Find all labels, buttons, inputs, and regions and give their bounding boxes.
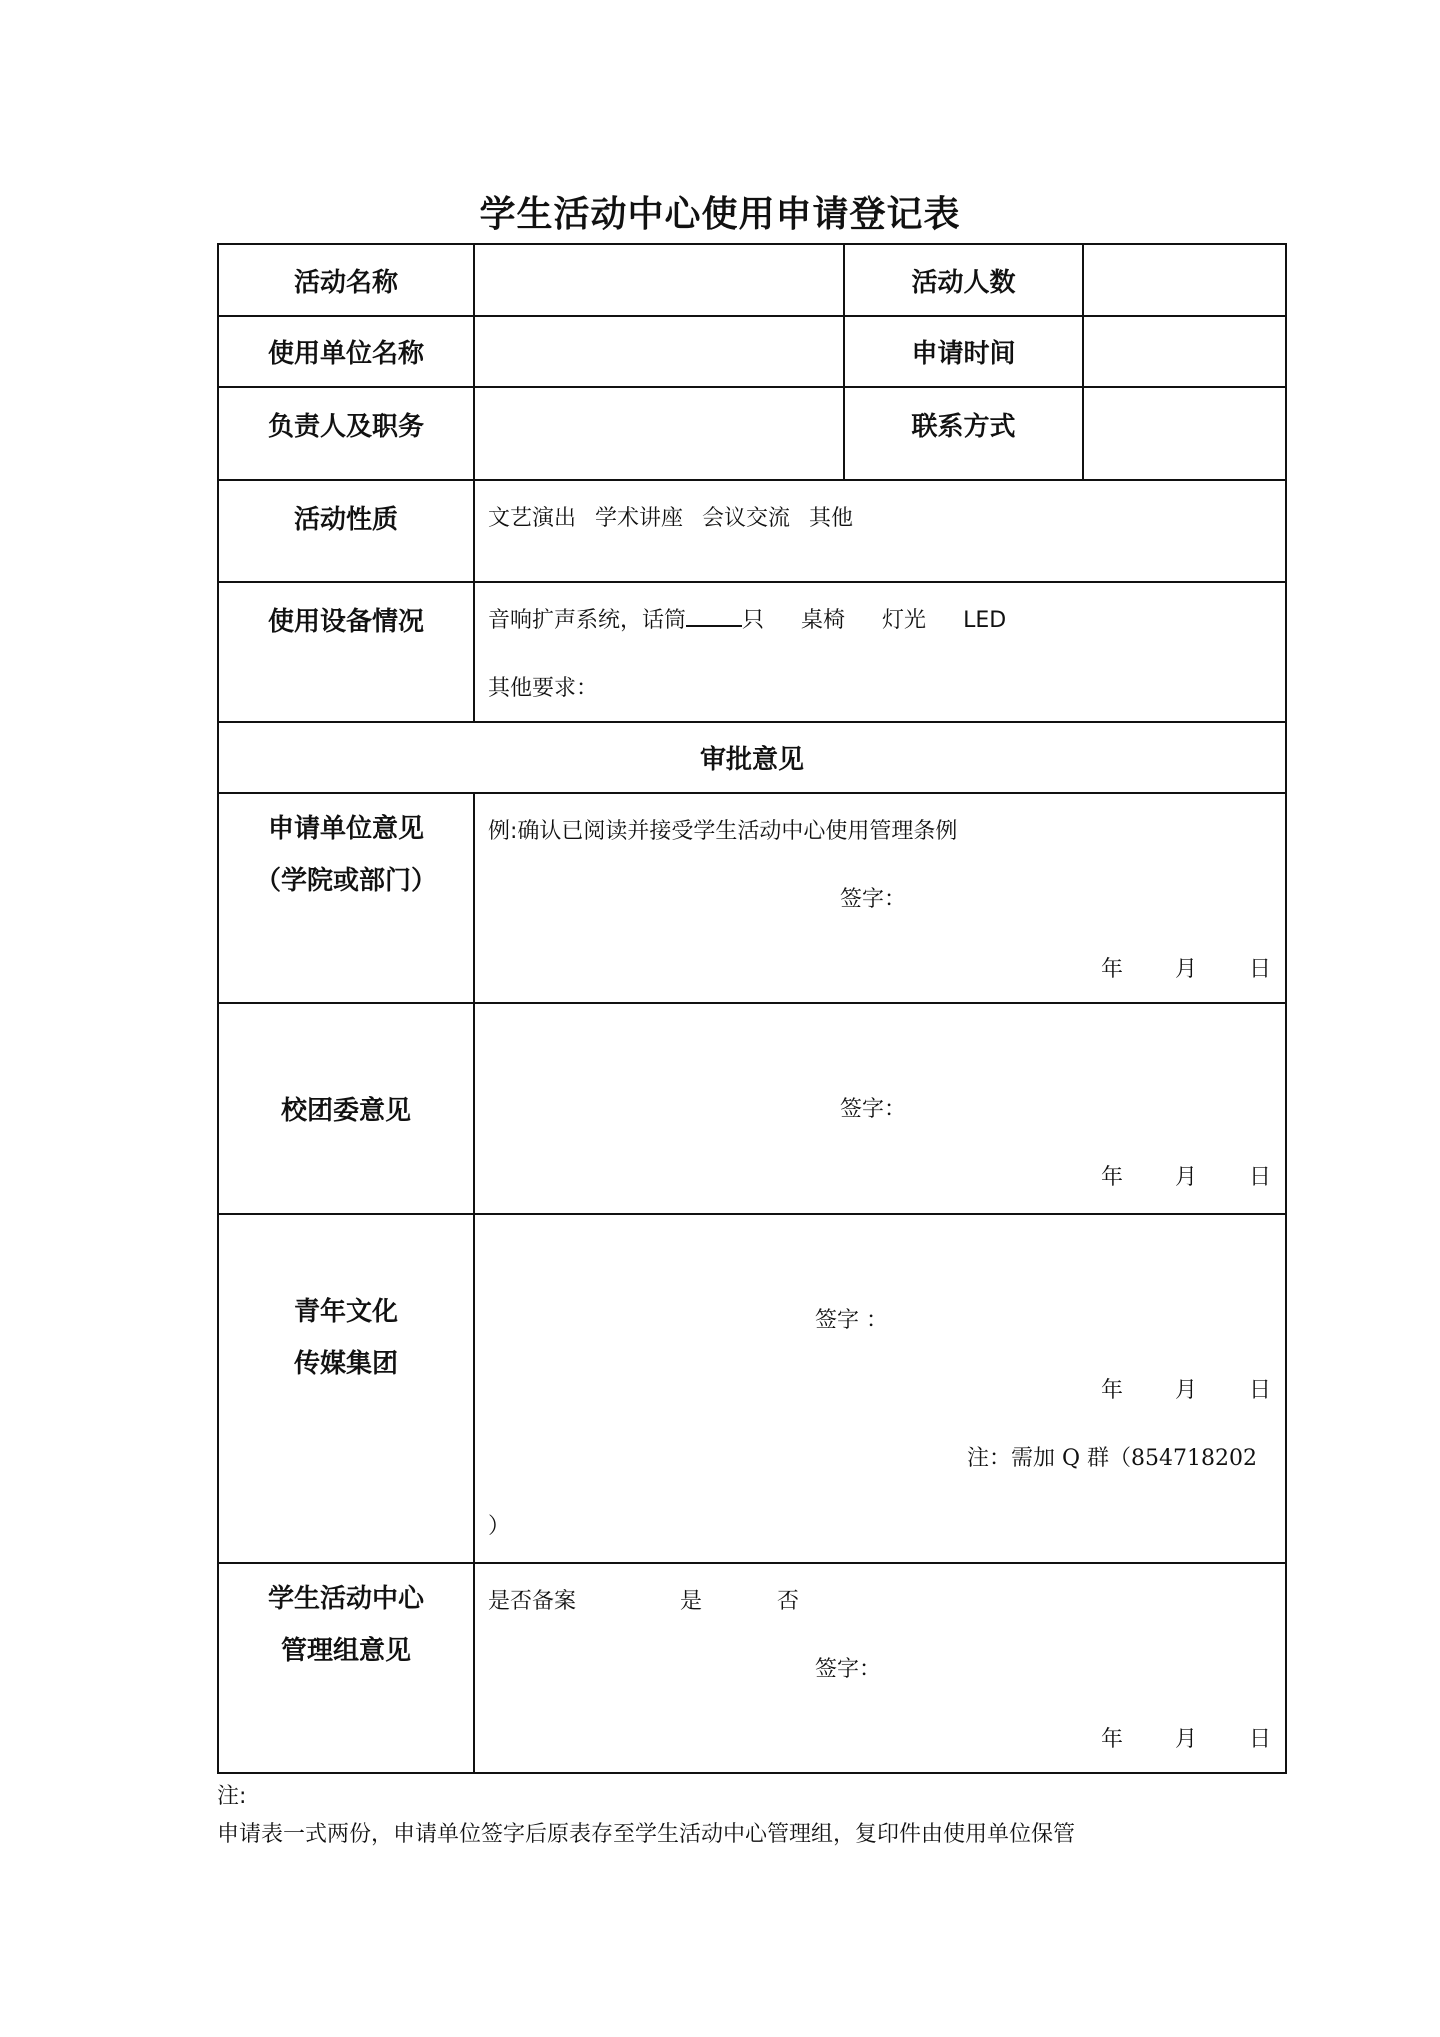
equipment-label: 使用设备情况 [218,582,474,722]
month-label: 月 [1174,1378,1197,1403]
contact-label: 联系方式 [844,387,1083,480]
option-lecture[interactable]: 学术讲座 [595,506,684,531]
unit-name-label: 使用单位名称 [218,316,474,387]
year-label: 年 [1100,1165,1123,1190]
page-title: 学生活动中心使用申请登记表 [479,194,961,235]
applicant-sign-label: 签字： [840,887,907,912]
filed-question: 是否备案 [488,1589,577,1614]
media-group-label-line1: 青年文化 [293,1297,398,1327]
participant-count-field[interactable] [1083,244,1286,316]
approval-section-header: 审批意见 [218,722,1286,793]
option-led[interactable]: LED [963,608,1007,633]
qq-group-note: 注：需加 Q 群（854718202 [967,1446,1257,1471]
year-label: 年 [1100,1378,1123,1403]
option-lighting[interactable]: 灯光 [882,608,927,633]
application-form-table [217,243,1287,1774]
management-opinion-field[interactable] [474,1563,1286,1773]
activity-name-field[interactable] [474,244,844,316]
filed-yes-option[interactable]: 是 [680,1589,703,1614]
microphone-count-blank[interactable] [686,607,742,627]
apply-time-field[interactable] [1083,316,1286,387]
unit-name-field[interactable] [474,316,844,387]
applicant-example-text: 例:确认已阅读并接受学生活动中心使用管理条例 [488,819,958,844]
activity-name-label: 活动名称 [218,244,474,316]
day-label: 日 [1248,957,1271,982]
month-label: 月 [1174,957,1197,982]
footer-note-label: 注: [217,1784,247,1809]
microphone-unit: 只 [742,608,765,633]
management-opinion-label [218,1563,474,1773]
management-label-line1: 学生活动中心 [267,1584,424,1614]
participant-count-label: 活动人数 [844,244,1083,316]
year-label: 年 [1100,1727,1123,1752]
media-group-label-line2: 传媒集团 [293,1349,398,1379]
youth-league-opinion-label: 校团委意见 [218,1003,474,1214]
footer-note-text: 申请表一式两份，申请单位签字后原表存至学生活动中心管理组，复印件由使用单位保管 [217,1822,1076,1847]
option-audio-system[interactable]: 音响扩声系统，话筒 [488,608,687,633]
management-label-line2: 管理组意见 [280,1636,411,1666]
activity-nature-label: 活动性质 [218,480,474,582]
applicant-opinion-field[interactable] [474,793,1286,1003]
person-in-charge-label: 负责人及职务 [218,387,474,480]
person-in-charge-field[interactable] [474,387,844,480]
applicant-date [1101,952,1271,983]
management-sign-label: 签字： [815,1657,882,1682]
other-requirements-label: 其他要求： [488,676,599,701]
media-group-date [1101,1373,1271,1404]
filed-no-option[interactable]: 否 [777,1589,800,1614]
qq-group-note-close: ） [488,1514,511,1539]
month-label: 月 [1174,1165,1197,1190]
management-date [1101,1722,1271,1753]
youth-league-sign-label: 签字： [840,1097,907,1122]
contact-field[interactable] [1083,387,1286,480]
footer-notes [217,1778,1075,1854]
media-group-sign-label: 签字 ： [815,1308,888,1333]
option-tables-chairs[interactable]: 桌椅 [801,608,846,633]
youth-league-date [1101,1160,1271,1191]
option-performance[interactable]: 文艺演出 [488,506,577,531]
month-label: 月 [1174,1727,1197,1752]
media-group-opinion-field[interactable] [474,1214,1286,1563]
applicant-opinion-label-line1: 申请单位意见 [267,814,424,844]
apply-time-label: 申请时间 [844,316,1083,387]
day-label: 日 [1248,1378,1271,1403]
equipment-options [474,582,1286,722]
youth-league-opinion-field[interactable] [474,1003,1286,1214]
activity-nature-options [474,480,1286,582]
option-meeting[interactable]: 会议交流 [702,506,791,531]
option-other[interactable]: 其他 [809,506,854,531]
applicant-opinion-label-line2: （学院或部门） [254,866,437,896]
applicant-opinion-label [218,793,474,1003]
day-label: 日 [1248,1165,1271,1190]
year-label: 年 [1100,957,1123,982]
day-label: 日 [1248,1727,1271,1752]
media-group-opinion-label [218,1214,474,1563]
